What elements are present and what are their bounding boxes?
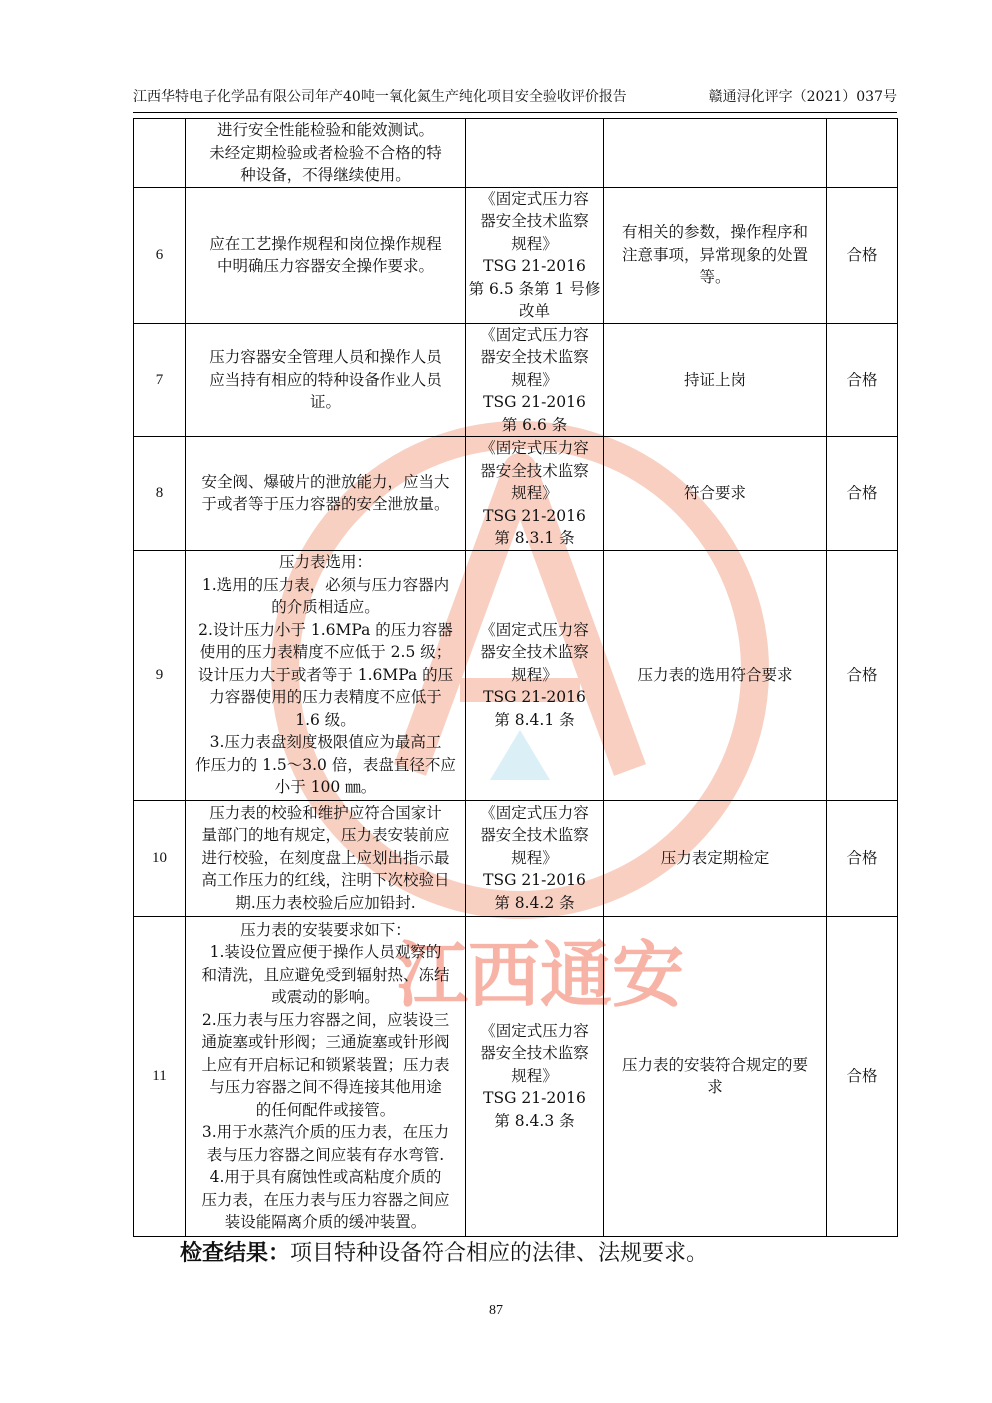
result-cell: 合格 xyxy=(827,323,898,437)
inspection-conclusion xyxy=(180,1238,708,1270)
row-number-cell: 7 xyxy=(134,323,186,437)
table-row xyxy=(134,323,898,437)
conclusion-label: 检查结果： xyxy=(180,1241,291,1266)
row-number-cell: 9 xyxy=(134,550,186,800)
situation-cell: 压力表定期检定 xyxy=(604,800,827,916)
requirement-cell: 应在工艺操作规程和岗位操作规程 中明确压力容器安全操作要求。 xyxy=(186,187,466,323)
requirement-cell: 压力表选用： 1.选用的压力表，必须与压力容器内 的介质相适应。 2.设计压力小于 1.6MPa 的压力容器 使用的压力表精度不应低于 2.5 级； 设计压力大于或者等于 1.6MPa 的压 力容器使用的压力表精度不应低于 1.6 级。 3.压力表盘刻度极限值应为最高工 作压力的 1.5～3.0 倍，表盘直径不应 小于 100 ㎜。 xyxy=(186,550,466,800)
basis-cell: 《固定式压力容 器安全技术监察 规程》 TSG 21-2016 第 8.4.2 条 xyxy=(466,800,604,916)
requirement-cell: 安全阀、爆破片的泄放能力，应当大 于或者等于压力容器的安全泄放量。 xyxy=(186,437,466,551)
table-row xyxy=(134,800,898,916)
conclusion-text: 项目特种设备符合相应的法律、法规要求。 xyxy=(290,1241,709,1266)
situation-cell: 持证上岗 xyxy=(604,323,827,437)
result-cell: 合格 xyxy=(827,550,898,800)
table-row xyxy=(134,916,898,1236)
row-number-cell: 8 xyxy=(134,437,186,551)
requirement-cell: 压力表的安装要求如下： 1.装设位置应便于操作人员观察的 和清洗，且应避免受到辐射热、冻结 或震动的影响。 2.压力表与压力容器之间，应装设三 通旋塞或针形阀；三通旋塞或针形阀 上应有开启标记和锁紧装置；压力表 与压力容器之间不得连接其他用途 的任何配件或接管。 3.用于水蒸汽介质的压力表，在压力 表与压力容器之间应装有存水弯管. 4.用于具有腐蚀性或高粘度介质的 压力表，在压力表与压力容器之间应 装设能隔离介质的缓冲装置。 xyxy=(186,916,466,1236)
row-number-cell: 11 xyxy=(134,916,186,1236)
result-cell: 合格 xyxy=(827,800,898,916)
basis-cell xyxy=(466,119,604,188)
requirement-cell: 压力容器安全管理人员和操作人员 应当持有相应的特种设备作业人员 证。 xyxy=(186,323,466,437)
requirement-cell: 压力表的校验和维护应符合国家计 量部门的地有规定，压力表安装前应 进行校验，在刻度盘上应划出指示最 高工作压力的红线，注明下次校验日 期.压力表校验后应加铅封. xyxy=(186,800,466,916)
basis-cell: 《固定式压力容 器安全技术监察 规程》 TSG 21-2016 第 8.4.3 条 xyxy=(466,916,604,1236)
row-number-cell: 10 xyxy=(134,800,186,916)
requirement-cell: 进行安全性能检验和能效测试。 未经定期检验或者检验不合格的特 种设备，不得继续使用。 xyxy=(186,119,466,188)
result-cell: 合格 xyxy=(827,437,898,551)
table-row xyxy=(134,550,898,800)
situation-cell: 压力表的选用符合要求 xyxy=(604,550,827,800)
result-cell: 合格 xyxy=(827,187,898,323)
inspection-table xyxy=(133,118,898,1237)
table-row xyxy=(134,187,898,323)
row-number-cell: 6 xyxy=(134,187,186,323)
report-title: 江西华特电子化学品有限公司年产40吨一氧化氮生产纯化项目安全验收评价报告 xyxy=(133,89,627,105)
situation-cell: 压力表的安装符合规定的要 求 xyxy=(604,916,827,1236)
basis-cell: 《固定式压力容 器安全技术监察 规程》 TSG 21-2016 第 6.5 条第 1 号修 改单 xyxy=(466,187,604,323)
result-cell: 合格 xyxy=(827,916,898,1236)
basis-cell: 《固定式压力容 器安全技术监察 规程》 TSG 21-2016 第 8.4.1 条 xyxy=(466,550,604,800)
table-row xyxy=(134,119,898,188)
report-number: 赣通浔化评字（2021）037号 xyxy=(708,89,897,105)
situation-cell xyxy=(604,119,827,188)
inspection-table-body xyxy=(134,119,898,1237)
situation-cell: 符合要求 xyxy=(604,437,827,551)
row-number-cell xyxy=(134,119,186,188)
page-header xyxy=(133,86,897,113)
basis-cell: 《固定式压力容 器安全技术监察 规程》 TSG 21-2016 第 6.6 条 xyxy=(466,323,604,437)
seal-name-text: 江西通安 xyxy=(395,933,685,1017)
result-cell xyxy=(827,119,898,188)
table-row xyxy=(134,437,898,551)
situation-cell: 有相关的参数，操作程序和 注意事项，异常现象的处置 等。 xyxy=(604,187,827,323)
basis-cell: 《固定式压力容 器安全技术监察 规程》 TSG 21-2016 第 8.3.1 条 xyxy=(466,437,604,551)
page-number: 87 xyxy=(489,1303,503,1318)
